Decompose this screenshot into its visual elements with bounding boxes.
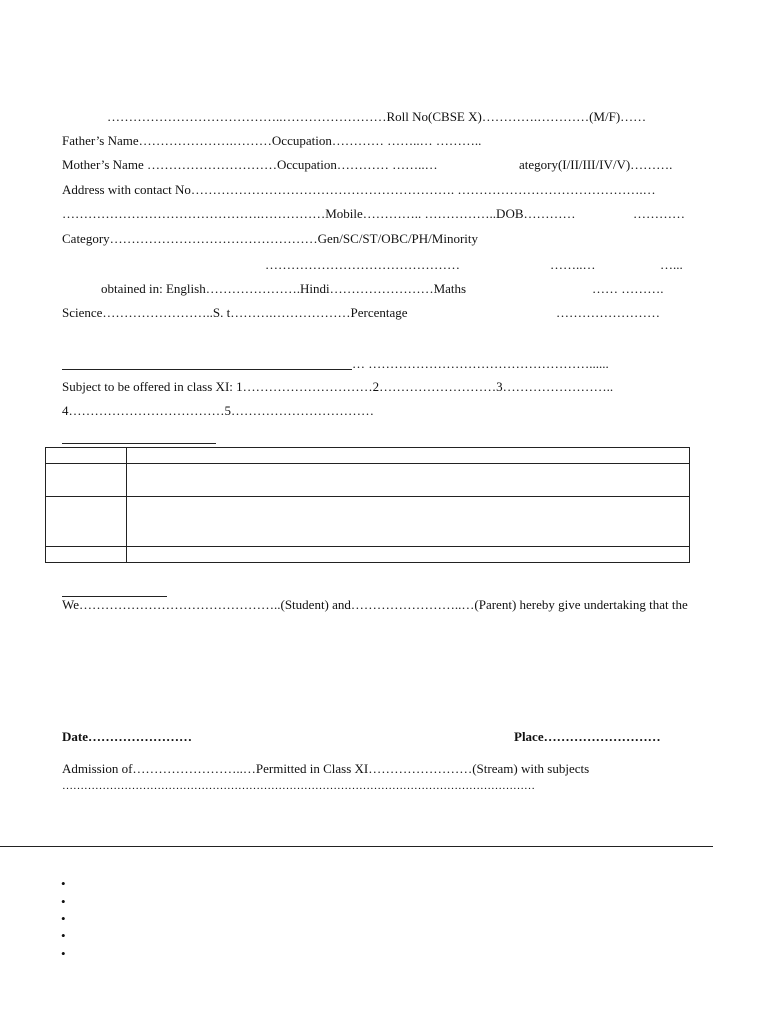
blank-line-a: ………………………………………	[265, 257, 460, 272]
admission-line: Admission of……………………..…Permitted in Class XI……………………(Stream) with subjects	[62, 761, 590, 776]
marks-obtained-line: obtained in: English………………….Hindi……………………Maths	[101, 281, 467, 296]
mother-name-line: Mother’s Name …………………………Occupation………… ……..…	[62, 157, 438, 172]
science-line: Science……………………..S. t……….………………Percentage	[62, 305, 408, 320]
bullet-item: •	[61, 894, 66, 909]
table-cell	[46, 464, 127, 497]
category-line: Category…………………………………………Gen/SC/ST/OBC/PH/Minority	[62, 231, 479, 246]
mobile-dob-line: ……………………………………….……………Mobile………….. ……………..DOB…………	[62, 206, 576, 221]
bullet-item: •	[61, 876, 66, 891]
subjects-dotted-line: …………………………………………………………………………………………………………………	[62, 780, 535, 792]
table-row	[46, 448, 690, 464]
table-row	[46, 464, 690, 497]
blank-line-c: …...	[660, 257, 683, 272]
address-line: Address with contact No……………………………………………………. …………………………………….…	[62, 182, 656, 197]
table-cell	[127, 464, 690, 497]
father-name-line: Father’s Name………………….………Occupation………… ……..… ………..	[62, 133, 482, 148]
table-cell	[46, 547, 127, 563]
table-cell	[127, 497, 690, 547]
subjects-line-2: 4………………………………5……………………………	[62, 403, 374, 418]
table-row	[46, 547, 690, 563]
table-cell	[46, 497, 127, 547]
section-divider	[0, 846, 713, 847]
subjects-line: Subject to be offered in class XI: 1…………………………2………………………3……………………..	[62, 379, 614, 394]
place-field: Place………………………	[514, 729, 661, 744]
table-cell	[46, 448, 127, 464]
bullet-item: •	[61, 928, 66, 943]
blank-line-b: ……..…	[550, 257, 596, 272]
maths-tail: …… ……….	[592, 281, 664, 296]
percentage-tail: ……………………	[556, 305, 660, 320]
table-heading-rule	[62, 443, 216, 444]
dob-tail: …………	[633, 206, 685, 221]
table-row	[46, 497, 690, 547]
bullet-item: •	[61, 946, 66, 961]
details-table	[45, 447, 690, 563]
table-cell	[127, 448, 690, 464]
category-number-line: ategory(I/II/III/IV/V)……….	[519, 157, 673, 172]
undertaking-line: We………………………………………..(Student) and……………………..…(Parent) hereby give undertaking that the	[62, 597, 688, 612]
underline-rule	[62, 369, 352, 370]
bullet-item: •	[61, 911, 66, 926]
table-cell	[127, 547, 690, 563]
dotted-line: … ……………………………………………......	[352, 356, 609, 371]
roll-no-line: …………………………………..……………………Roll No(CBSE X)………….…………(M/F)……	[107, 109, 647, 124]
date-field: Date……………………	[62, 729, 192, 744]
